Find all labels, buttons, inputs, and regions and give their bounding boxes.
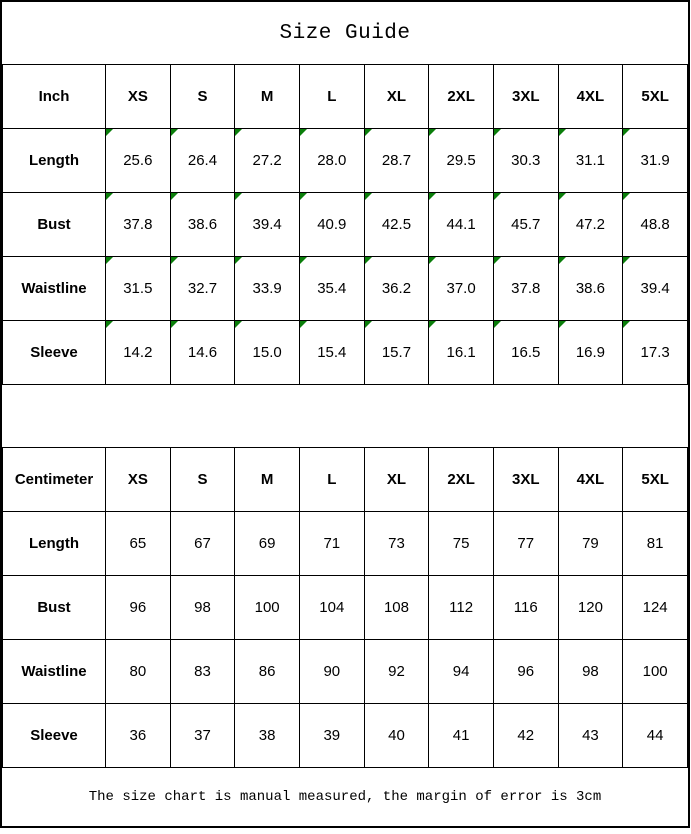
size-value-cell [364, 257, 429, 321]
size-value-cell: 39 [299, 704, 364, 768]
row-label: Bust [3, 576, 106, 640]
size-value: 16.1 [446, 344, 476, 361]
size-value: 35.4 [317, 280, 347, 297]
size-column-header: L [299, 448, 364, 512]
centimeter-size-table [2, 447, 688, 768]
size-value-cell: 36 [106, 704, 171, 768]
green-corner-marker-icon [106, 321, 113, 328]
size-column-header: L [299, 65, 364, 129]
size-value-cell: 86 [235, 640, 300, 704]
size-value: 31.9 [640, 152, 670, 169]
size-column-header: XS [106, 448, 171, 512]
size-column-header: XL [364, 448, 429, 512]
row-label: Waistline [3, 257, 106, 321]
size-value-cell [493, 193, 558, 257]
size-column-header: XS [106, 65, 171, 129]
table-row [3, 129, 688, 193]
size-value-cell [429, 257, 494, 321]
size-value: 26.4 [187, 152, 218, 169]
size-value-cell: 73 [364, 512, 429, 576]
size-value-cell: 42 [493, 704, 558, 768]
row-label: Bust [3, 193, 106, 257]
size-value-cell: 90 [299, 640, 364, 704]
size-value: 16.5 [511, 344, 541, 361]
table-row [3, 512, 688, 576]
row-label: Length [3, 512, 106, 576]
size-value-cell [623, 257, 688, 321]
footer-row [2, 768, 688, 826]
green-corner-marker-icon [494, 257, 501, 264]
table-row [3, 321, 688, 385]
size-value-cell [170, 193, 235, 257]
size-value-cell: 94 [429, 640, 494, 704]
inch-size-table [2, 64, 688, 385]
table-row [3, 193, 688, 257]
green-corner-marker-icon [623, 193, 630, 200]
green-corner-marker-icon [623, 257, 630, 264]
size-value-cell: 41 [429, 704, 494, 768]
size-value-cell: 67 [170, 512, 235, 576]
table-row [3, 257, 688, 321]
size-value: 29.5 [446, 152, 476, 169]
green-corner-marker-icon [429, 193, 436, 200]
green-corner-marker-icon [429, 257, 436, 264]
size-value: 31.1 [575, 152, 606, 169]
size-column-header: M [235, 65, 300, 129]
size-column-header: 2XL [429, 65, 494, 129]
size-value-cell [235, 193, 300, 257]
size-value-cell: 96 [106, 576, 171, 640]
spacer-row [2, 385, 688, 447]
green-corner-marker-icon [171, 129, 178, 136]
size-value: 15.7 [381, 344, 412, 361]
size-value-cell: 83 [170, 640, 235, 704]
size-value-cell: 71 [299, 512, 364, 576]
size-value: 31.5 [123, 280, 153, 297]
size-value: 42.5 [381, 216, 412, 233]
size-value-cell [429, 129, 494, 193]
green-corner-marker-icon [300, 193, 307, 200]
green-corner-marker-icon [235, 257, 242, 264]
size-value-cell [299, 257, 364, 321]
size-value-cell [170, 129, 235, 193]
size-value: 27.2 [252, 152, 282, 169]
size-value-cell [429, 321, 494, 385]
size-value: 15.4 [317, 344, 347, 361]
size-value-cell [558, 321, 623, 385]
size-column-header: 4XL [558, 448, 623, 512]
green-corner-marker-icon [623, 321, 630, 328]
size-value-cell [299, 193, 364, 257]
size-value-cell [106, 257, 171, 321]
size-column-header: XL [364, 65, 429, 129]
size-value-cell [170, 257, 235, 321]
green-corner-marker-icon [559, 257, 566, 264]
size-value-cell [493, 257, 558, 321]
green-corner-marker-icon [171, 257, 178, 264]
size-value: 47.2 [575, 216, 606, 233]
size-value: 48.8 [640, 216, 670, 233]
size-value-cell [558, 193, 623, 257]
table-row [3, 704, 688, 768]
size-column-header: 5XL [623, 65, 688, 129]
green-corner-marker-icon [365, 257, 372, 264]
size-value: 25.6 [123, 152, 153, 169]
size-column-header: 3XL [493, 65, 558, 129]
size-value: 45.7 [511, 216, 541, 233]
green-corner-marker-icon [429, 129, 436, 136]
unit-header: Inch [3, 65, 106, 129]
green-corner-marker-icon [559, 129, 566, 136]
size-value-cell: 79 [558, 512, 623, 576]
size-value-cell [235, 321, 300, 385]
size-value-cell: 98 [558, 640, 623, 704]
size-value: 37.8 [511, 280, 541, 297]
green-corner-marker-icon [559, 321, 566, 328]
size-value-cell: 112 [429, 576, 494, 640]
size-value-cell: 43 [558, 704, 623, 768]
green-corner-marker-icon [365, 129, 372, 136]
size-column-header: S [170, 65, 235, 129]
size-value-cell: 108 [364, 576, 429, 640]
size-value-cell [106, 129, 171, 193]
green-corner-marker-icon [365, 321, 372, 328]
size-value-cell [364, 321, 429, 385]
green-corner-marker-icon [494, 193, 501, 200]
size-value-cell: 37 [170, 704, 235, 768]
green-corner-marker-icon [300, 257, 307, 264]
size-value-cell: 116 [493, 576, 558, 640]
green-corner-marker-icon [623, 129, 630, 136]
green-corner-marker-icon [235, 321, 242, 328]
size-column-header: M [235, 448, 300, 512]
row-label: Length [3, 129, 106, 193]
size-value: 14.2 [123, 344, 153, 361]
size-value-cell [623, 193, 688, 257]
green-corner-marker-icon [171, 193, 178, 200]
size-value-cell [623, 129, 688, 193]
size-value: 30.3 [511, 152, 541, 169]
size-value: 28.7 [381, 152, 412, 169]
size-value: 39.4 [640, 280, 670, 297]
size-value-cell [493, 321, 558, 385]
size-value: 37.8 [123, 216, 153, 233]
page-title: Size Guide [279, 21, 411, 45]
size-column-header: 4XL [558, 65, 623, 129]
title-row [2, 2, 688, 64]
size-column-header: S [170, 448, 235, 512]
size-value-cell: 69 [235, 512, 300, 576]
size-value: 36.2 [381, 280, 412, 297]
size-value: 16.9 [575, 344, 606, 361]
green-corner-marker-icon [106, 193, 113, 200]
size-value-cell: 92 [364, 640, 429, 704]
size-value: 14.6 [187, 344, 218, 361]
size-value: 38.6 [187, 216, 218, 233]
size-value-cell: 100 [235, 576, 300, 640]
green-corner-marker-icon [494, 321, 501, 328]
green-corner-marker-icon [429, 321, 436, 328]
size-value: 39.4 [252, 216, 282, 233]
size-value: 40.9 [317, 216, 347, 233]
size-value-cell [106, 321, 171, 385]
size-value-cell [364, 129, 429, 193]
green-corner-marker-icon [171, 321, 178, 328]
size-value-cell: 77 [493, 512, 558, 576]
table-header-row [3, 448, 688, 512]
unit-header: Centimeter [3, 448, 106, 512]
size-value-cell: 44 [623, 704, 688, 768]
size-value: 32.7 [187, 280, 218, 297]
size-value-cell [235, 257, 300, 321]
green-corner-marker-icon [300, 129, 307, 136]
size-value-cell [106, 193, 171, 257]
size-value-cell: 81 [623, 512, 688, 576]
green-corner-marker-icon [235, 129, 242, 136]
size-column-header: 3XL [493, 448, 558, 512]
size-value-cell: 65 [106, 512, 171, 576]
size-value-cell [299, 321, 364, 385]
size-value-cell: 38 [235, 704, 300, 768]
size-value-cell: 75 [429, 512, 494, 576]
table-row [3, 640, 688, 704]
row-label: Waistline [3, 640, 106, 704]
green-corner-marker-icon [300, 321, 307, 328]
size-value: 38.6 [575, 280, 606, 297]
size-value-cell: 104 [299, 576, 364, 640]
green-corner-marker-icon [494, 129, 501, 136]
size-value-cell [235, 129, 300, 193]
green-corner-marker-icon [559, 193, 566, 200]
size-value-cell [429, 193, 494, 257]
size-value: 15.0 [252, 344, 282, 361]
size-value: 33.9 [252, 280, 282, 297]
size-value-cell: 40 [364, 704, 429, 768]
size-value: 44.1 [446, 216, 476, 233]
footer-note: The size chart is manual measured, the margin of error is 3cm [88, 789, 602, 805]
size-value-cell: 124 [623, 576, 688, 640]
table-row [3, 576, 688, 640]
size-value-cell [558, 129, 623, 193]
size-value-cell: 96 [493, 640, 558, 704]
table-header-row [3, 65, 688, 129]
size-value-cell [623, 321, 688, 385]
green-corner-marker-icon [106, 257, 113, 264]
size-value-cell: 120 [558, 576, 623, 640]
size-value-cell: 100 [623, 640, 688, 704]
row-label: Sleeve [3, 321, 106, 385]
size-column-header: 5XL [623, 448, 688, 512]
green-corner-marker-icon [365, 193, 372, 200]
size-value: 37.0 [446, 280, 476, 297]
size-value-cell [170, 321, 235, 385]
size-value-cell [299, 129, 364, 193]
size-value-cell [493, 129, 558, 193]
size-column-header: 2XL [429, 448, 494, 512]
size-value-cell [558, 257, 623, 321]
size-value: 28.0 [317, 152, 347, 169]
green-corner-marker-icon [106, 129, 113, 136]
size-value-cell [364, 193, 429, 257]
row-label: Sleeve [3, 704, 106, 768]
green-corner-marker-icon [235, 193, 242, 200]
size-value: 17.3 [640, 344, 670, 361]
size-value-cell: 80 [106, 640, 171, 704]
size-value-cell: 98 [170, 576, 235, 640]
